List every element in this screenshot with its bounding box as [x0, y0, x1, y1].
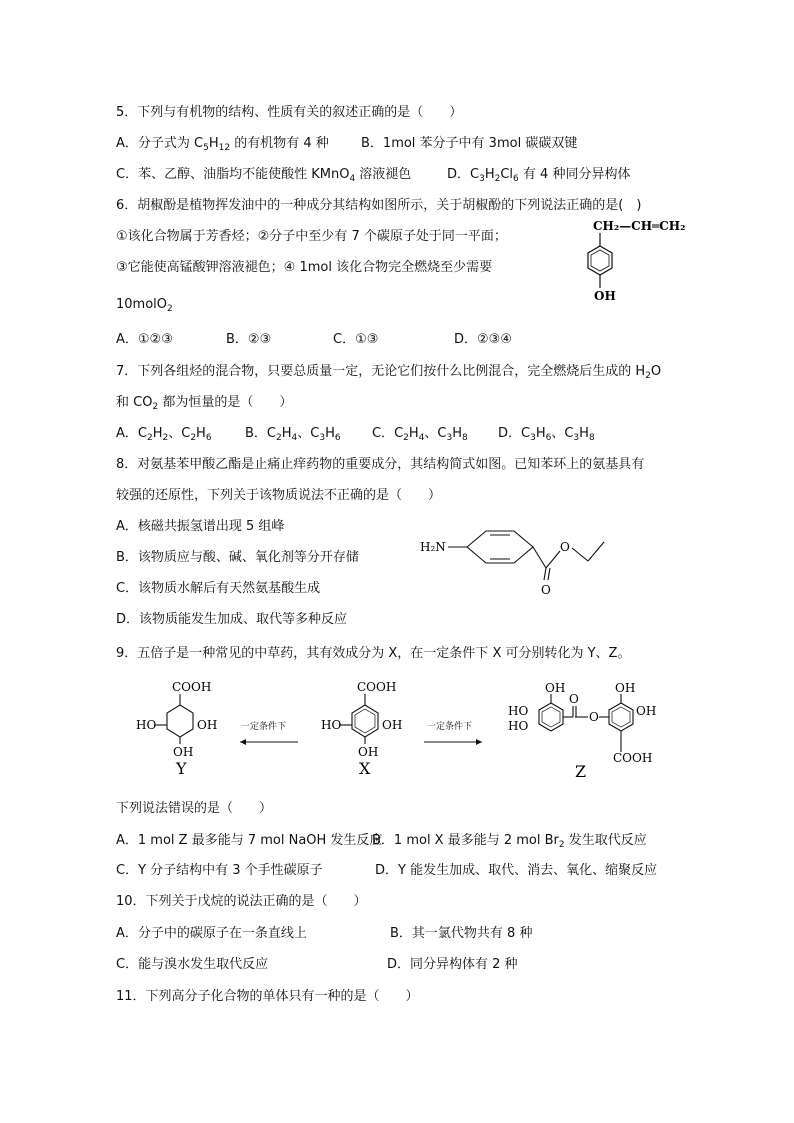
svg-text:OH: OH: [545, 681, 566, 695]
q8-stem: 8．对氨基苯甲酸乙酯是止痛止痒药物的重要成分，其结构简式如图。已知苯环上的氨基具有: [116, 457, 645, 472]
q6-statement-3: 10molO$_2$: [116, 297, 173, 314]
q6-stem: 6．胡椒酚是植物挥发油中的一种成分其结构如图所示，关于胡椒酚的下列说法正确的是( ): [116, 198, 642, 213]
q10-option-a: A．分子中的碳原子在一条直线上: [116, 926, 307, 941]
arrow-left-label: 一定条件下: [241, 722, 287, 732]
q6-option-d: D．②③④: [454, 332, 512, 347]
arrow-right: [422, 733, 484, 745]
svg-text:OH: OH: [636, 704, 657, 718]
compound-y-structure: [130, 678, 230, 778]
svg-text:O: O: [560, 540, 570, 554]
q6-option-b: B．②③: [226, 332, 272, 347]
q9-stem: 9．五倍子是一种常见的中草药，其有效成分为 X，在一定条件下 X 可分别转化为 Y、Z。: [116, 646, 631, 661]
q7-stem-2: 和 $CO_2$ 都为恒量的是（ ）: [116, 395, 293, 412]
svg-text:HO: HO: [321, 718, 342, 732]
q8-stem-2: 较强的还原性，下列关于该物质说法不正确的是（ ）: [116, 488, 442, 503]
q11-stem: 11．下列高分子化合物的单体只有一种的是（ ）: [116, 989, 419, 1004]
svg-text:OH: OH: [615, 681, 636, 695]
q7-stem: 7．下列各组烃的混合物，只要总质量一定，无论它们按什么比例混合，完全燃烧后生成的 $H_2O$: [116, 364, 662, 381]
q7-option-a: A．$C_2H_2$、$C_2H_6$: [116, 426, 212, 443]
svg-text:OH: OH: [594, 289, 616, 303]
svg-text:HO: HO: [136, 718, 157, 732]
q9-question: 下列说法错误的是（ ）: [116, 801, 273, 816]
svg-text:X: X: [359, 759, 371, 778]
q6-option-a: A．①②③: [116, 332, 173, 347]
svg-text:CH₂—CH═CH₂: CH₂—CH═CH₂: [593, 219, 686, 233]
q8-option-b: B．该物质应与酸、碱、氧化剂等分开存储: [116, 550, 359, 565]
q7-option-b: B．$C_2H_4$、$C_3H_6$: [245, 426, 341, 443]
svg-text:OH: OH: [358, 745, 379, 759]
arrow-left: [238, 733, 300, 745]
q5-stem: 5．下列与有机物的结构、性质有关的叙述正确的是（ ）: [116, 105, 463, 120]
q9-option-b: B．1 mol X 最多能与 2 mol $Br_2$ 发生取代反应: [372, 833, 647, 850]
svg-text:O: O: [541, 583, 551, 597]
q10-option-d: D．同分异构体有 2 种: [387, 957, 518, 972]
q5-option-d: D．$C_3H_2Cl_6$ 有 4 种同分异构体: [447, 167, 631, 184]
q5-option-b: B．1mol 苯分子中有 3mol 碳碳双键: [361, 136, 578, 151]
svg-text:COOH: COOH: [172, 680, 212, 694]
svg-text:OH: OH: [197, 718, 218, 732]
q8-option-a: A．核磁共振氢谱出现 5 组峰: [116, 519, 285, 534]
svg-text:OH: OH: [173, 745, 194, 759]
svg-text:HO: HO: [508, 719, 529, 733]
svg-text:HO: HO: [508, 704, 529, 718]
compound-z-structure: [505, 680, 675, 785]
q8-option-c: C．该物质水解后有天然氨基酸生成: [116, 581, 321, 596]
svg-text:O: O: [569, 692, 579, 706]
q7-option-c: C．$C_2H_4$、$C_3H_8$: [372, 426, 468, 443]
svg-text:O: O: [589, 710, 599, 724]
q10-option-c: C．能与溴水发生取代反应: [116, 957, 269, 972]
benzocaine-structure: [420, 518, 630, 603]
svg-text:COOH: COOH: [613, 751, 653, 765]
q9-option-a: A．1 mol Z 最多能与 7 mol NaOH 发生反应: [116, 833, 383, 848]
arrow-right-label: 一定条件下: [427, 722, 473, 732]
svg-text:COOH: COOH: [357, 680, 397, 694]
q10-option-b: B．其一氯代物共有 8 种: [390, 926, 533, 941]
q9-option-d: D．Y 能发生加成、取代、消去、氧化、缩聚反应: [375, 863, 658, 878]
svg-text:Z: Z: [575, 762, 587, 781]
q9-option-c: C．Y 分子结构中有 3 个手性碳原子: [116, 863, 323, 878]
q5-option-a: A．分子式为 $C_5H_{12}$ 的有机物有 4 种: [116, 136, 329, 153]
svg-text:OH: OH: [382, 718, 403, 732]
q7-option-d: D．$C_3H_6$、$C_3H_8$: [498, 426, 595, 443]
svg-text:Y: Y: [176, 759, 187, 778]
q6-statement-2: ③它能使高锰酸钾溶液褪色；④ 1mol 该化合物完全燃烧至少需要: [116, 260, 493, 275]
compound-x-structure: [315, 678, 415, 778]
q5-option-c: C．苯、乙醇、油脂均不能使酸性 KMnO$_4$ 溶液褪色: [116, 167, 412, 184]
q6-statement-1: ①该化合物属于芳香烃；②分子中至少有 7 个碳原子处于同一平面；: [116, 229, 507, 244]
q10-stem: 10．下列关于戊烷的说法正确的是（ ）: [116, 894, 367, 909]
q8-option-d: D．该物质能发生加成、取代等多种反应: [116, 612, 348, 627]
q6-option-c: C．①③: [333, 332, 379, 347]
svg-text:H₂N: H₂N: [420, 540, 446, 554]
chavicol-structure: [575, 218, 685, 310]
